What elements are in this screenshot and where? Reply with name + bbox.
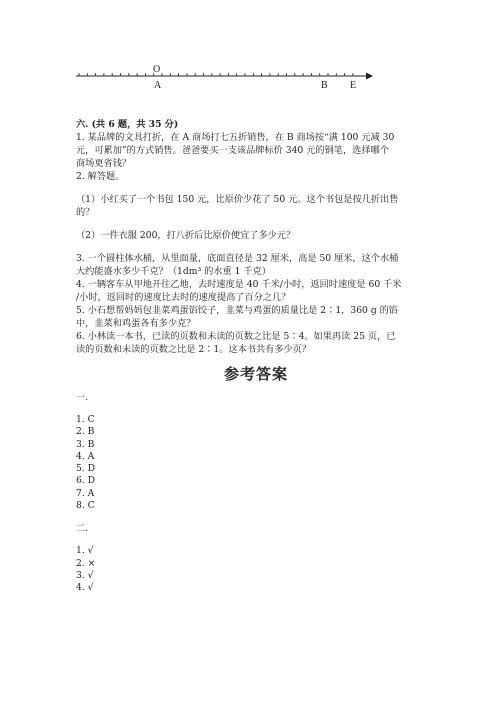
question-3-line-2: 大约能盛水多少千克？（1dm³ 的水重 1 千克） — [76, 266, 271, 277]
list-item: 1. C — [76, 414, 95, 425]
label-A: A — [154, 80, 162, 91]
list-item: 2. × — [76, 557, 96, 569]
question-2-sub-1-line-2: 的？ — [76, 207, 95, 218]
list-item: 3. B — [76, 438, 95, 450]
answers-title: 参考答案 — [223, 365, 288, 383]
list-item: 6. D — [76, 475, 96, 487]
list-item: 3. √ — [76, 569, 94, 581]
question-1-line-1: 1. 某品牌的文具打折，在 A 商场打七五折销售，在 B 商场按“满 100 元减 30 — [76, 132, 395, 143]
list-item: 1. √ — [76, 545, 94, 557]
question-4-line-1: 4. 一辆客车从甲地开往乙地，去时速度是 40 千米/小时，返回时速度是 60 千米 — [76, 279, 402, 290]
page-content — [76, 118, 436, 605]
list-item: 5. D — [76, 463, 96, 475]
label-E: E — [350, 80, 357, 91]
label-B: B — [321, 80, 328, 91]
question-2-sub-2: （2）一件衣服 200，打八折后比原价便宜了多少元？ — [76, 230, 296, 241]
list-item: 4. √ — [76, 582, 94, 594]
label-O: O — [153, 64, 161, 75]
question-6-line-2: 读的页数和未读的页数之比是 2∶1。这本书共有多少页？ — [76, 344, 312, 355]
list-item: 4. A — [76, 450, 95, 462]
question-3-line-1: 3. 一个圆柱体水桶，从里面量，底面直径是 32 厘米，高是 50 厘米，这个水桶 — [76, 253, 399, 264]
section-title: 六. (共 6 题，共 35 分) — [76, 119, 179, 130]
question-4-line-2: /小时，返回时的速度比去时的速度提高了百分之几？ — [76, 292, 291, 303]
number-line — [0, 0, 500, 100]
list-item: 8. C — [76, 500, 95, 512]
answers-part-1-list — [76, 414, 436, 512]
number-line-arrow-icon — [366, 73, 373, 80]
list-item: 2. B — [76, 426, 95, 438]
question-5-line-1: 5. 小石想帮妈妈包韭菜鸡蛋馅饺子，韭菜与鸡蛋的质量比是 2∶1，360 g 的馅 — [76, 305, 398, 316]
question-1-line-2: 元，可累加”的方式销售。爸爸要买一支该品牌标价 340 元的钢笔，选择哪个 — [76, 145, 389, 156]
list-item: 7. A — [76, 487, 95, 499]
answers-part-2-heading: 二. — [76, 523, 89, 535]
question-5-line-2: 中，韭菜和鸡蛋各有多少克？ — [76, 318, 196, 329]
question-1-line-3: 商场更省钱？ — [76, 158, 132, 169]
answers-part-2-list — [76, 545, 436, 594]
question-2-title: 2. 解答题。 — [76, 171, 125, 182]
question-2-sub-1-line-1: （1）小红买了一个书包 150 元，比原价少花了 50 元。这个书包是按几折出售 — [76, 194, 399, 205]
answers-part-1-heading: 一. — [76, 392, 89, 403]
question-6-line-1: 6. 小林读一本书，已读的页数和未读的页数之比是 5∶4。如果再读 25 页，已 — [76, 331, 396, 342]
